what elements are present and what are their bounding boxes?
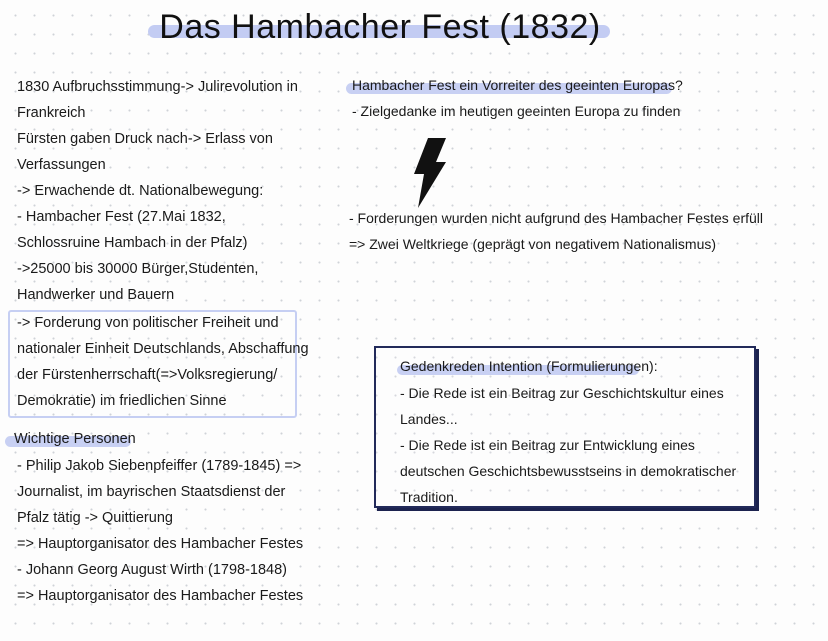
note-line: Frankreich	[17, 105, 86, 121]
note-line: deutschen Geschichtsbewusstseins in demokratischer	[400, 463, 737, 479]
note-line: -> Forderung von politischer Freiheit und	[17, 315, 279, 331]
speech-notes	[400, 380, 736, 510]
note-line: => Hauptorganisator des Hambacher Festes	[17, 536, 304, 552]
note-line: Fürsten gaben Druck nach-> Erlass von	[17, 131, 273, 147]
note-line: Schlossruine Hambach in der Pfalz)	[17, 235, 248, 251]
note-line: Verfassungen	[17, 157, 106, 173]
note-line: - Philip Jakob Siebenpfeiffer (1789-1845) =>	[17, 458, 302, 474]
europe-contrast	[349, 205, 763, 257]
note-line: Handwerker und Bauern	[17, 287, 175, 303]
note-line: - Die Rede ist ein Beitrag zur Entwicklung eines	[400, 437, 695, 453]
demands-notes	[17, 310, 309, 414]
persons-notes	[17, 453, 303, 609]
note-line: nationaler Einheit Deutschlands, Abschaffung	[17, 341, 309, 357]
note-line: der Fürstenherrschaft(=>Volksregierung/	[17, 367, 278, 383]
note-line: ->25000 bis 30000 Bürger,Studenten,	[17, 261, 259, 277]
europe-heading: Hambacher Fest ein Vorreiter des geeinten Europas?	[352, 77, 683, 93]
note-line: => Hauptorganisator des Hambacher Festes	[17, 588, 304, 604]
note-line: Tradition.	[400, 489, 458, 505]
note-line: - Hambacher Fest (27.Mai 1832,	[17, 209, 226, 225]
note-line: Pfalz tätig -> Quittierung	[17, 510, 173, 526]
note-line: - Johann Georg August Wirth (1798-1848)	[17, 562, 288, 578]
note-line: - Forderungen wurden nicht aufgrund des Hambacher Festes erfüll	[349, 210, 763, 226]
note-line: Landes...	[400, 411, 458, 427]
left-notes	[17, 74, 298, 308]
lightning-bolt-icon	[410, 138, 450, 210]
europe-line: - Zielgedanke im heutigen geeinten Europa zu finden	[352, 103, 681, 119]
note-line: -> Erwachende dt. Nationalbewegung:	[17, 183, 264, 199]
page-title: Das Hambacher Fest (1832)	[159, 8, 601, 46]
note-line: Journalist, im bayrischen Staatsdienst der	[17, 484, 286, 500]
speech-heading: Gedenkreden Intention (Formulierungen):	[400, 358, 658, 374]
note-line: 1830 Aufbruchsstimmung-> Julirevolution in	[17, 79, 298, 95]
note-line: => Zwei Weltkriege (geprägt von negativem Nationalismus)	[349, 236, 717, 252]
note-line: - Die Rede ist ein Beitrag zur Geschichtskultur eines	[400, 385, 724, 401]
note-line: Demokratie) im friedlichen Sinne	[17, 393, 227, 409]
persons-heading: Wichtige Personen	[14, 431, 136, 447]
